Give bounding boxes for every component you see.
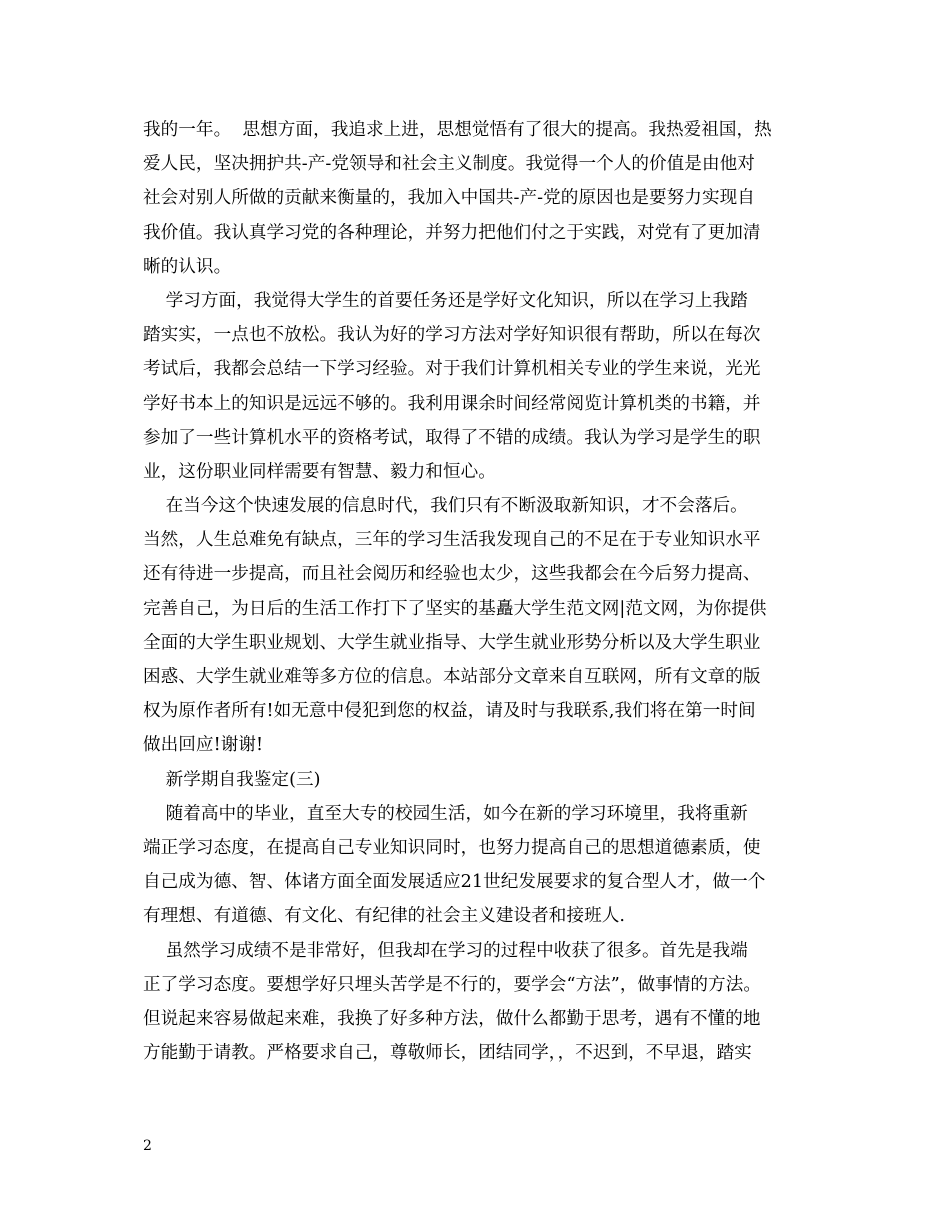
text-line: 考试后，我都会总结一下学习经验。对于我们计算机相关专业的学生来说，光光 [143, 359, 761, 380]
text-line: 踏实实，一点也不放松。我认为好的学习方法对学好知识很有帮助，所以在每次 [143, 325, 761, 346]
text-line: 业，这份职业同样需要有智慧、毅力和恒心。 [143, 461, 496, 482]
page-number: 2 [143, 1138, 152, 1154]
text-line: 在当今这个快速发展的信息时代，我们只有不断汲取新知识，才不会落后。 [143, 496, 748, 517]
text-line: 完善自己，为日后的生活工作打下了坚实的基矗大学生范文网|范文网，为你提供 [143, 598, 767, 619]
text-line: 学好书本上的知识是远远不够的。我利用课余时间经常阅览计算机类的书籍，并 [143, 393, 761, 414]
text-line: 社会对别人所做的贡献来衡量的，我加入中国共-产-党的原因也是要努力实现自 [143, 188, 755, 209]
text-line: 方能勤于请教。严格要求自己，尊敬师长，团结同学，，不迟到，不早退，踏实 [143, 1043, 752, 1064]
text-line: 权为原作者所有!如无意中侵犯到您的权益，请及时与我联系,我们将在第一时间 [143, 701, 756, 722]
text-line: 爱人民，坚决拥护共-产-党领导和社会主义制度。我觉得一个人的价值是由他对 [143, 154, 755, 175]
section-heading: 新学期自我鉴定(三) [143, 769, 321, 790]
text-line: 端正学习态度，在提高自己专业知识同时，也努力提高自己的思想道德素质，使 [143, 837, 761, 858]
text-line: 虽然学习成绩不是非常好，但我却在学习的过程中收获了很多。首先是我端 [143, 940, 748, 961]
text-line: 晰的认识。 [143, 256, 232, 277]
text-line: 随着高中的毕业，直至大专的校园生活，如今在新的学习环境里，我将重新 [143, 803, 748, 824]
text-line: 全面的大学生职业规划、大学生就业指导、大学生就业形势分析以及大学生职业 [143, 632, 761, 653]
text-line: 困惑、大学生就业难等多方位的信息。本站部分文章来自互联网，所有文章的版 [143, 667, 761, 687]
text-line: 我价值。我认真学习党的各种理论，并努力把他们付之于实践，对党有了更加清 [143, 222, 761, 243]
text-line: 参加了一些计算机水平的资格考试，取得了不错的成绩。我认为学习是学生的职 [143, 427, 761, 448]
text-line: 但说起来容易做起来难，我换了好多种方法，做什么都勤于思考，遇有不懂的地 [143, 1008, 761, 1029]
body-text [143, 113, 823, 1070]
text-line: 有理想、有道德、有文化、有纪律的社会主义建设者和接班人. [143, 906, 626, 927]
text-line: 做出回应!谢谢! [143, 735, 264, 756]
text-line: 自己成为德、智、体诸方面全面发展适应21世纪发展要求的复合型人才，做一个 [143, 872, 766, 893]
text-line: 我的一年。 思想方面，我追求上进，思想觉悟有了很大的提高。我热爱祖国，热 [143, 120, 772, 140]
text-line: 正了学习态度。要想学好只埋头苦学是不行的，要学会“方法”，做事情的方法。 [143, 974, 761, 995]
text-line: 还有待进一步提高，而且社会阅历和经验也太少，这些我都会在今后努力提高、 [143, 564, 761, 585]
text-line: 学习方面，我觉得大学生的首要任务还是学好文化知识，所以在学习上我踏 [143, 290, 748, 311]
text-line: 当然，人生总难免有缺点，三年的学习生活我发现自己的不足在于专业知识水平 [143, 530, 761, 551]
